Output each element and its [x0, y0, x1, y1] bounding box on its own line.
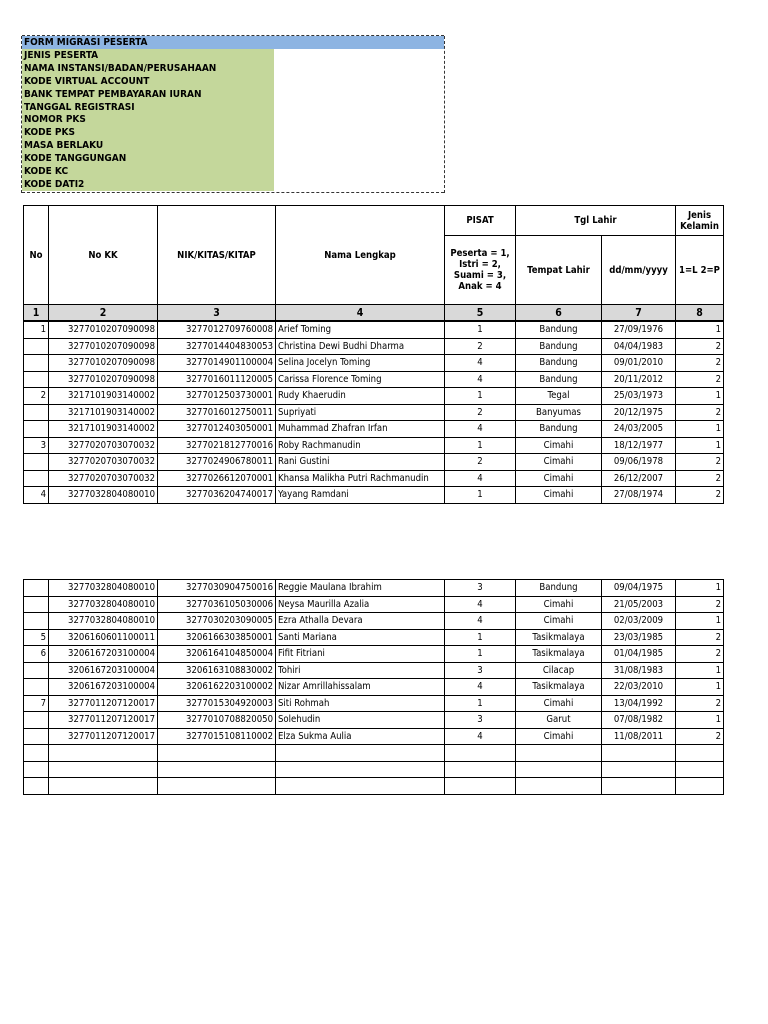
- cell-tanggal-lahir[interactable]: 11/08/2011: [602, 728, 676, 745]
- cell-jenis-kelamin[interactable]: [676, 745, 724, 762]
- cell-no-kk[interactable]: 3277011207120017: [49, 728, 158, 745]
- cell-tempat-lahir[interactable]: Cilacap: [516, 662, 602, 679]
- cell-nik[interactable]: 3277012503730001: [158, 388, 276, 405]
- cell-pisat[interactable]: 2: [445, 338, 516, 355]
- cell-no-kk[interactable]: [49, 745, 158, 762]
- cell-tempat-lahir[interactable]: Tegal: [516, 388, 602, 405]
- table-row: [24, 580, 724, 597]
- cell-pisat[interactable]: [445, 745, 516, 762]
- cell-nik[interactable]: 3206163108830002: [158, 662, 276, 679]
- cell-no[interactable]: [24, 745, 49, 762]
- page-break-line: [21, 36, 22, 193]
- form-field-row: [22, 152, 444, 165]
- cell-jenis-kelamin[interactable]: 2: [676, 454, 724, 471]
- cell-nama[interactable]: [276, 778, 445, 795]
- cell-no-kk[interactable]: 3277032804080010: [49, 487, 158, 504]
- cell-no[interactable]: [24, 470, 49, 487]
- cell-pisat[interactable]: 1: [445, 695, 516, 712]
- form-field-label: BANK TEMPAT PEMBAYARAN IURAN: [22, 88, 274, 101]
- cell-no-kk[interactable]: 3277032804080010: [49, 580, 158, 597]
- cell-no[interactable]: [24, 338, 49, 355]
- pisat-description: Peserta = 1, Istri = 2, Suami = 3, Anak = 4: [445, 236, 516, 305]
- column-number: 2: [49, 305, 158, 321]
- cell-no[interactable]: [24, 454, 49, 471]
- cell-nama[interactable]: Tohiri: [276, 662, 445, 679]
- cell-tempat-lahir[interactable]: [516, 761, 602, 778]
- cell-nik[interactable]: 3277016012750011: [158, 404, 276, 421]
- form-field-value[interactable]: [274, 152, 444, 165]
- cell-nama[interactable]: Carissa Florence Toming: [276, 371, 445, 388]
- cell-no[interactable]: [24, 596, 49, 613]
- cell-tanggal-lahir[interactable]: 20/12/1975: [602, 404, 676, 421]
- cell-no[interactable]: [24, 580, 49, 597]
- form-field-value[interactable]: [274, 139, 444, 152]
- cell-nik[interactable]: 3277026612070001: [158, 470, 276, 487]
- cell-nik[interactable]: 3277012709760008: [158, 322, 276, 339]
- cell-no-kk[interactable]: 3277020703070032: [49, 437, 158, 454]
- form-field-label: KODE PKS: [22, 126, 274, 139]
- form-title: FORM MIGRASI PESERTA: [22, 36, 444, 49]
- table-row: [24, 662, 724, 679]
- form-field-row: [22, 49, 444, 62]
- table-row: [24, 745, 724, 762]
- cell-pisat[interactable]: 2: [445, 454, 516, 471]
- table-row: [24, 613, 724, 630]
- cell-pisat[interactable]: 4: [445, 371, 516, 388]
- cell-nama[interactable]: Roby Rachmanudin: [276, 437, 445, 454]
- cell-no-kk[interactable]: 3217101903140002: [49, 388, 158, 405]
- cell-nama[interactable]: Reggie Maulana Ibrahim: [276, 580, 445, 597]
- cell-jenis-kelamin[interactable]: 1: [676, 613, 724, 630]
- form-field-value[interactable]: [274, 113, 444, 126]
- cell-nik[interactable]: 3277021812770016: [158, 437, 276, 454]
- cell-jenis-kelamin[interactable]: 2: [676, 728, 724, 745]
- cell-no[interactable]: [24, 728, 49, 745]
- participant-table-page2: [23, 579, 724, 795]
- page-break-line: [22, 35, 444, 36]
- cell-pisat[interactable]: 1: [445, 629, 516, 646]
- form-field-label: KODE VIRTUAL ACCOUNT: [22, 75, 274, 88]
- cell-pisat[interactable]: 4: [445, 355, 516, 372]
- cell-nik[interactable]: 3206164104850004: [158, 646, 276, 663]
- cell-tanggal-lahir[interactable]: 09/04/1975: [602, 580, 676, 597]
- form-field-value[interactable]: [274, 49, 444, 62]
- cell-no-kk[interactable]: 3277020703070032: [49, 454, 158, 471]
- table-row: [24, 728, 724, 745]
- cell-nama[interactable]: Solehudin: [276, 712, 445, 729]
- cell-tanggal-lahir[interactable]: [602, 761, 676, 778]
- cell-no-kk[interactable]: 3277020703070032: [49, 470, 158, 487]
- cell-jenis-kelamin[interactable]: 1: [676, 322, 724, 339]
- table-row: [24, 421, 724, 438]
- cell-tanggal-lahir[interactable]: [602, 745, 676, 762]
- cell-tempat-lahir[interactable]: Cimahi: [516, 613, 602, 630]
- cell-no[interactable]: 2: [24, 388, 49, 405]
- col-header-tempat-lahir: Tempat Lahir: [516, 236, 602, 305]
- column-number: 8: [676, 305, 724, 321]
- page-break-line: [444, 36, 445, 193]
- cell-no[interactable]: [24, 662, 49, 679]
- cell-no[interactable]: [24, 355, 49, 372]
- form-field-label: JENIS PESERTA: [22, 49, 274, 62]
- table-row: [24, 454, 724, 471]
- cell-no-kk[interactable]: 3217101903140002: [49, 421, 158, 438]
- col-header-nama: Nama Lengkap: [276, 206, 445, 305]
- cell-pisat[interactable]: 1: [445, 487, 516, 504]
- cell-pisat[interactable]: [445, 778, 516, 795]
- cell-jenis-kelamin[interactable]: 1: [676, 662, 724, 679]
- column-number: 4: [276, 305, 445, 321]
- table-row: [24, 761, 724, 778]
- cell-nama[interactable]: Rani Gustini: [276, 454, 445, 471]
- form-field-label: KODE DATI2: [22, 178, 274, 191]
- page-break-line: [22, 192, 444, 193]
- cell-jenis-kelamin[interactable]: 2: [676, 371, 724, 388]
- cell-tempat-lahir[interactable]: Bandung: [516, 580, 602, 597]
- cell-no[interactable]: [24, 421, 49, 438]
- cell-tempat-lahir[interactable]: Cimahi: [516, 470, 602, 487]
- cell-no-kk[interactable]: 3206167203100004: [49, 662, 158, 679]
- cell-no-kk[interactable]: 3277011207120017: [49, 712, 158, 729]
- form-fields: [22, 49, 444, 191]
- table-row: [24, 646, 724, 663]
- cell-tempat-lahir[interactable]: Cimahi: [516, 596, 602, 613]
- cell-nama[interactable]: Arief Toming: [276, 322, 445, 339]
- cell-no-kk[interactable]: 3206160601100011: [49, 629, 158, 646]
- table-row: [24, 470, 724, 487]
- col-header-tgl-lahir: Tgl Lahir: [516, 206, 676, 236]
- cell-nama[interactable]: Elza Sukma Aulia: [276, 728, 445, 745]
- cell-pisat[interactable]: 4: [445, 470, 516, 487]
- column-number: 6: [516, 305, 602, 321]
- cell-jenis-kelamin[interactable]: 2: [676, 404, 724, 421]
- form-field-row: [22, 113, 444, 126]
- column-number: 3: [158, 305, 276, 321]
- cell-tanggal-lahir[interactable]: 09/01/2010: [602, 355, 676, 372]
- cell-tanggal-lahir[interactable]: 20/11/2012: [602, 371, 676, 388]
- cell-nik[interactable]: 3277036105030006: [158, 596, 276, 613]
- form-field-row: [22, 165, 444, 178]
- cell-jenis-kelamin[interactable]: 2: [676, 487, 724, 504]
- cell-tempat-lahir[interactable]: Tasikmalaya: [516, 629, 602, 646]
- table-row: [24, 371, 724, 388]
- cell-no-kk[interactable]: 3277010207090098: [49, 338, 158, 355]
- col-header-no-kk: No KK: [49, 206, 158, 305]
- cell-nama[interactable]: Supriyati: [276, 404, 445, 421]
- cell-tempat-lahir[interactable]: Cimahi: [516, 695, 602, 712]
- cell-jenis-kelamin[interactable]: 2: [676, 596, 724, 613]
- cell-no-kk[interactable]: 3277010207090098: [49, 371, 158, 388]
- cell-no-kk[interactable]: [49, 761, 158, 778]
- form-field-row: [22, 178, 444, 191]
- cell-jenis-kelamin[interactable]: 2: [676, 646, 724, 663]
- table-row: [24, 629, 724, 646]
- cell-nama[interactable]: Muhammad Zhafran Irfan: [276, 421, 445, 438]
- cell-pisat[interactable]: 3: [445, 712, 516, 729]
- cell-tanggal-lahir[interactable]: 18/12/1977: [602, 437, 676, 454]
- cell-tanggal-lahir[interactable]: 23/03/1985: [602, 629, 676, 646]
- form-field-value[interactable]: [274, 178, 444, 191]
- col-header-no: No: [24, 206, 49, 305]
- form-field-row: [22, 88, 444, 101]
- form-field-row: [22, 75, 444, 88]
- cell-nama[interactable]: [276, 761, 445, 778]
- cell-nik[interactable]: 3277030904750016: [158, 580, 276, 597]
- form-field-value[interactable]: [274, 165, 444, 178]
- cell-no-kk[interactable]: 3277010207090098: [49, 322, 158, 339]
- cell-nik[interactable]: 3277036204740017: [158, 487, 276, 504]
- cell-nik[interactable]: 3277014404830053: [158, 338, 276, 355]
- col-header-date-format: dd/mm/yyyy: [602, 236, 676, 305]
- cell-tempat-lahir[interactable]: Bandung: [516, 338, 602, 355]
- cell-pisat[interactable]: 4: [445, 728, 516, 745]
- cell-nama[interactable]: Neysa Maurilla Azalia: [276, 596, 445, 613]
- participant-table-header: [23, 205, 724, 321]
- cell-tanggal-lahir[interactable]: 22/03/2010: [602, 679, 676, 696]
- cell-tempat-lahir[interactable]: Cimahi: [516, 487, 602, 504]
- cell-no[interactable]: 4: [24, 487, 49, 504]
- cell-tanggal-lahir[interactable]: 13/04/1992: [602, 695, 676, 712]
- cell-jenis-kelamin[interactable]: [676, 761, 724, 778]
- cell-jenis-kelamin[interactable]: 2: [676, 355, 724, 372]
- cell-tempat-lahir[interactable]: Bandung: [516, 322, 602, 339]
- cell-tempat-lahir[interactable]: Cimahi: [516, 454, 602, 471]
- cell-no-kk[interactable]: 3217101903140002: [49, 404, 158, 421]
- migration-form-header: [22, 36, 444, 191]
- cell-pisat[interactable]: 3: [445, 662, 516, 679]
- cell-tanggal-lahir[interactable]: 02/03/2009: [602, 613, 676, 630]
- cell-no-kk[interactable]: [49, 778, 158, 795]
- col-header-jenis-kelamin: Jenis Kelamin: [676, 206, 724, 236]
- cell-no[interactable]: 7: [24, 695, 49, 712]
- table-row: [24, 712, 724, 729]
- cell-tempat-lahir[interactable]: Tasikmalaya: [516, 646, 602, 663]
- cell-nama[interactable]: Santi Mariana: [276, 629, 445, 646]
- table-row: [24, 695, 724, 712]
- cell-nama[interactable]: Rudy Khaerudin: [276, 388, 445, 405]
- table-row: [24, 388, 724, 405]
- table-row: [24, 404, 724, 421]
- cell-tanggal-lahir[interactable]: 24/03/2005: [602, 421, 676, 438]
- cell-pisat[interactable]: [445, 761, 516, 778]
- form-field-value[interactable]: [274, 62, 444, 75]
- form-field-value[interactable]: [274, 88, 444, 101]
- cell-pisat[interactable]: 1: [445, 646, 516, 663]
- table-row: [24, 596, 724, 613]
- cell-tempat-lahir[interactable]: Tasikmalaya: [516, 679, 602, 696]
- table-row: [24, 338, 724, 355]
- cell-nik[interactable]: 3206162203100002: [158, 679, 276, 696]
- cell-tanggal-lahir[interactable]: 04/04/1983: [602, 338, 676, 355]
- cell-pisat[interactable]: 4: [445, 679, 516, 696]
- cell-no[interactable]: 6: [24, 646, 49, 663]
- cell-no-kk[interactable]: 3277010207090098: [49, 355, 158, 372]
- cell-nik[interactable]: [158, 745, 276, 762]
- col-header-nik: NIK/KITAS/KITAP: [158, 206, 276, 305]
- cell-tempat-lahir[interactable]: [516, 778, 602, 795]
- cell-no[interactable]: [24, 712, 49, 729]
- cell-nama[interactable]: [276, 745, 445, 762]
- form-field-row: [22, 139, 444, 152]
- cell-tanggal-lahir[interactable]: 31/08/1983: [602, 662, 676, 679]
- form-field-label: TANGGAL REGISTRASI: [22, 101, 274, 114]
- cell-tempat-lahir[interactable]: Bandung: [516, 421, 602, 438]
- form-field-value[interactable]: [274, 75, 444, 88]
- form-field-value[interactable]: [274, 101, 444, 114]
- cell-jenis-kelamin[interactable]: 2: [676, 470, 724, 487]
- form-field-label: NAMA INSTANSI/BADAN/PERUSAHAAN: [22, 62, 274, 75]
- form-field-value[interactable]: [274, 126, 444, 139]
- cell-tempat-lahir[interactable]: Cimahi: [516, 728, 602, 745]
- table-row: [24, 487, 724, 504]
- cell-pisat[interactable]: 4: [445, 613, 516, 630]
- cell-nik[interactable]: 3277024906780011: [158, 454, 276, 471]
- cell-tanggal-lahir[interactable]: 25/03/1973: [602, 388, 676, 405]
- cell-tempat-lahir[interactable]: Garut: [516, 712, 602, 729]
- cell-pisat[interactable]: 1: [445, 322, 516, 339]
- cell-no[interactable]: [24, 371, 49, 388]
- cell-nama[interactable]: Fifit Fitriani: [276, 646, 445, 663]
- cell-jenis-kelamin[interactable]: 1: [676, 421, 724, 438]
- cell-no-kk[interactable]: 3277032804080010: [49, 596, 158, 613]
- table-row: [24, 322, 724, 339]
- cell-no[interactable]: 1: [24, 322, 49, 339]
- form-field-row: [22, 126, 444, 139]
- cell-tanggal-lahir[interactable]: 09/06/1978: [602, 454, 676, 471]
- cell-tanggal-lahir[interactable]: [602, 778, 676, 795]
- cell-tanggal-lahir[interactable]: 27/08/1974: [602, 487, 676, 504]
- cell-no[interactable]: 5: [24, 629, 49, 646]
- cell-nik[interactable]: 3277012403050001: [158, 421, 276, 438]
- column-number-row: [24, 305, 724, 321]
- cell-no[interactable]: [24, 679, 49, 696]
- cell-nik[interactable]: 3277010708820050: [158, 712, 276, 729]
- cell-nama[interactable]: Nizar Amrillahissalam: [276, 679, 445, 696]
- cell-tempat-lahir[interactable]: Bandung: [516, 355, 602, 372]
- cell-no-kk[interactable]: 3206167203100004: [49, 679, 158, 696]
- cell-no[interactable]: [24, 404, 49, 421]
- cell-pisat[interactable]: 2: [445, 404, 516, 421]
- column-number: 5: [445, 305, 516, 321]
- column-number: 1: [24, 305, 49, 321]
- cell-nik[interactable]: [158, 778, 276, 795]
- table-row: [24, 778, 724, 795]
- cell-pisat[interactable]: 1: [445, 437, 516, 454]
- cell-jenis-kelamin[interactable]: 1: [676, 580, 724, 597]
- cell-no[interactable]: [24, 778, 49, 795]
- cell-nik[interactable]: 3277015304920003: [158, 695, 276, 712]
- form-field-label: MASA BERLAKU: [22, 139, 274, 152]
- cell-tempat-lahir[interactable]: Cimahi: [516, 437, 602, 454]
- cell-jenis-kelamin[interactable]: 1: [676, 388, 724, 405]
- cell-nik[interactable]: 3206166303850001: [158, 629, 276, 646]
- cell-nik[interactable]: 3277030203090005: [158, 613, 276, 630]
- form-field-label: KODE KC: [22, 165, 274, 178]
- form-field-row: [22, 62, 444, 75]
- column-number: 7: [602, 305, 676, 321]
- cell-jenis-kelamin[interactable]: 2: [676, 629, 724, 646]
- table-row: [24, 437, 724, 454]
- cell-tanggal-lahir[interactable]: 26/12/2007: [602, 470, 676, 487]
- cell-tempat-lahir[interactable]: [516, 745, 602, 762]
- cell-nik[interactable]: 3277016011120005: [158, 371, 276, 388]
- cell-no-kk[interactable]: 3277011207120017: [49, 695, 158, 712]
- form-field-label: KODE TANGGUNGAN: [22, 152, 274, 165]
- form-field-row: [22, 101, 444, 114]
- cell-nama[interactable]: Khansa Malikha Putri Rachmanudin: [276, 470, 445, 487]
- cell-jenis-kelamin[interactable]: 2: [676, 695, 724, 712]
- participant-table-page1: [23, 321, 724, 504]
- cell-nik[interactable]: 3277014901100004: [158, 355, 276, 372]
- cell-jenis-kelamin[interactable]: 1: [676, 712, 724, 729]
- table-row: [24, 355, 724, 372]
- cell-tanggal-lahir[interactable]: 07/08/1982: [602, 712, 676, 729]
- cell-no[interactable]: [24, 761, 49, 778]
- cell-nama[interactable]: Ezra Athalla Devara: [276, 613, 445, 630]
- cell-no[interactable]: 3: [24, 437, 49, 454]
- cell-no-kk[interactable]: 3277032804080010: [49, 613, 158, 630]
- cell-nik[interactable]: [158, 761, 276, 778]
- cell-pisat[interactable]: 4: [445, 596, 516, 613]
- cell-tempat-lahir[interactable]: Bandung: [516, 371, 602, 388]
- cell-pisat[interactable]: 1: [445, 388, 516, 405]
- form-field-label: NOMOR PKS: [22, 113, 274, 126]
- cell-jenis-kelamin[interactable]: 1: [676, 679, 724, 696]
- cell-no-kk[interactable]: 3206167203100004: [49, 646, 158, 663]
- cell-nama[interactable]: Selina Jocelyn Toming: [276, 355, 445, 372]
- cell-nama[interactable]: Christina Dewi Budhi Dharma: [276, 338, 445, 355]
- cell-jenis-kelamin[interactable]: [676, 778, 724, 795]
- cell-jenis-kelamin[interactable]: 2: [676, 338, 724, 355]
- cell-pisat[interactable]: 3: [445, 580, 516, 597]
- cell-pisat[interactable]: 4: [445, 421, 516, 438]
- cell-jenis-kelamin[interactable]: 1: [676, 437, 724, 454]
- cell-tanggal-lahir[interactable]: 01/04/1985: [602, 646, 676, 663]
- col-header-pisat: PISAT: [445, 206, 516, 236]
- cell-nama[interactable]: Siti Rohmah: [276, 695, 445, 712]
- gender-description: 1=L 2=P: [676, 236, 724, 305]
- cell-no[interactable]: [24, 613, 49, 630]
- cell-tanggal-lahir[interactable]: 21/05/2003: [602, 596, 676, 613]
- cell-tanggal-lahir[interactable]: 27/09/1976: [602, 322, 676, 339]
- table-row: [24, 679, 724, 696]
- cell-tempat-lahir[interactable]: Banyumas: [516, 404, 602, 421]
- cell-nik[interactable]: 3277015108110002: [158, 728, 276, 745]
- cell-nama[interactable]: Yayang Ramdani: [276, 487, 445, 504]
